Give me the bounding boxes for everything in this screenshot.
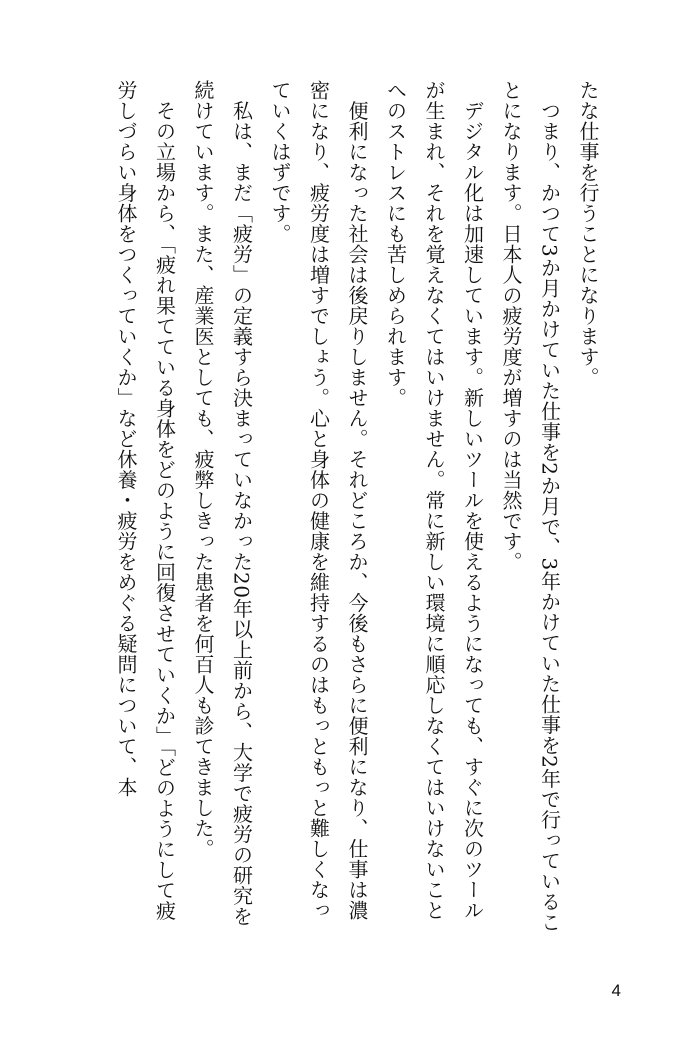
page-number: 4 <box>611 981 621 1000</box>
vertical-body-text: たな仕事を行うことになります。 つまり、かつて3か月かけていた仕事を2か月で、3年かけていた仕事を2年で行っていることになります。日本人の疲労度が増すのは当然です。 デジタル化は加速しています。新しいツールを使えるようになっても、すぐに次のツールが生まれ、それを覚えなくてはいけません。常に新しい環境に順応しなくてはいけないことへのストレスにも苦しめられます。 便利になった社会は後戻りしません。それどころか、今後もさらに便利になり、仕事は濃密になり、疲労度は増すでしょう。心と身体の健康を維持するのはもっともっと難しくなっていくはずです。 私は、まだ「疲労」の定義すら決まっていなかった20年以上前から、大学で疲労の研究を続けています。また、産業医としても、疲弊しきった患者を何百人も診てきました。 その立場から、「疲れ果てている身体をどのように回復させていくか」「どのようにして疲労しづらい身体をつくっていくか」など休養・疲労をめぐる疑問について、本 <box>114 80 600 933</box>
